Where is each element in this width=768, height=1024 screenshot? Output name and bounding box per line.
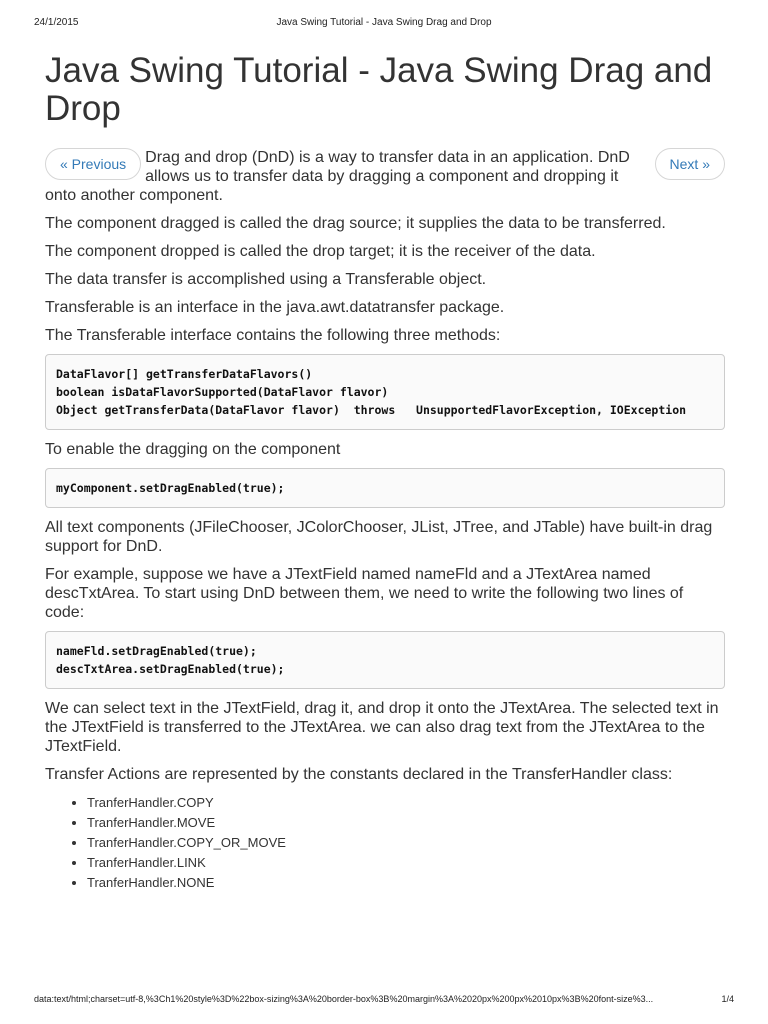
- next-button[interactable]: Next »: [655, 148, 725, 180]
- print-footer: [34, 994, 734, 1008]
- article: [45, 52, 725, 893]
- methods-paragraph: The Transferable interface contains the following three methods:: [45, 327, 501, 344]
- list-item: • TranferHandler.COPY: [87, 793, 725, 813]
- code-block-example: nameFld.setDragEnabled(true); descTxtArea.setDragEnabled(true);: [45, 631, 725, 689]
- list-item: • TranferHandler.COPY_OR_MOVE: [87, 833, 725, 853]
- package-paragraph: Transferable is an interface in the java.awt.datatransfer package.: [45, 299, 505, 316]
- example-paragraph: For example, suppose we have a JTextField named nameFld and a JTextArea named descTxtArea. To start using DnD between them, we need to write the following two lines of code:: [45, 566, 684, 621]
- print-date: 24/1/2015: [34, 17, 79, 28]
- select-text-paragraph: We can select text in the JTextField, drag it, and drop it onto the JTextArea. The selected text in the JTextField is transferred to the JTextArea. we can also drag text from the JTextArea to the JTextField.: [45, 700, 719, 755]
- code-block-enable: myComponent.setDragEnabled(true);: [45, 468, 725, 508]
- transfer-actions-paragraph: Transfer Actions are represented by the constants declared in the TransferHandler class:: [45, 766, 673, 783]
- drag-source-paragraph: The component dragged is called the drag source; it supplies the data to be transferred.: [45, 215, 666, 232]
- print-page-title: Java Swing Tutorial - Java Swing Drag and Drop: [276, 17, 492, 28]
- previous-button[interactable]: « Previous: [45, 148, 141, 180]
- print-url: data:text/html;charset=utf-8,%3Ch1%20style%3D%22box-sizing%3A%20border-box%3B%20margin%3A%2020px%200px%2010px%3B%20font-size%3...: [34, 994, 654, 1004]
- page-number: 1/4: [721, 994, 734, 1004]
- list-item: • TranferHandler.MOVE: [87, 813, 725, 833]
- transfer-actions-list: [45, 793, 725, 893]
- enable-dragging-paragraph: To enable the dragging on the component: [45, 441, 341, 458]
- transferable-paragraph: The data transfer is accomplished using a Transferable object.: [45, 271, 487, 288]
- list-item: • TranferHandler.LINK: [87, 853, 725, 873]
- code-block-methods: DataFlavor[] getTransferDataFlavors() boolean isDataFlavorSupported(DataFlavor flavor) Object getTransferData(DataFlavor flavor) throws UnsupportedFlavorException, IOException: [45, 354, 725, 430]
- drop-target-paragraph: The component dropped is called the drop target; it is the receiver of the data.: [45, 243, 596, 260]
- text-components-paragraph: All text components (JFileChooser, JColorChooser, JList, JTree, and JTable) have built-in drag support for DnD.: [45, 519, 713, 555]
- page-title: Java Swing Tutorial - Java Swing Drag and Drop: [45, 51, 713, 128]
- print-header: [34, 17, 734, 31]
- list-item: • TranferHandler.NONE: [87, 873, 725, 893]
- intro-paragraph: Drag and drop (DnD) is a way to transfer data in an application. DnD allows us to transfer data by dragging a component and dropping it onto another component.: [45, 149, 630, 204]
